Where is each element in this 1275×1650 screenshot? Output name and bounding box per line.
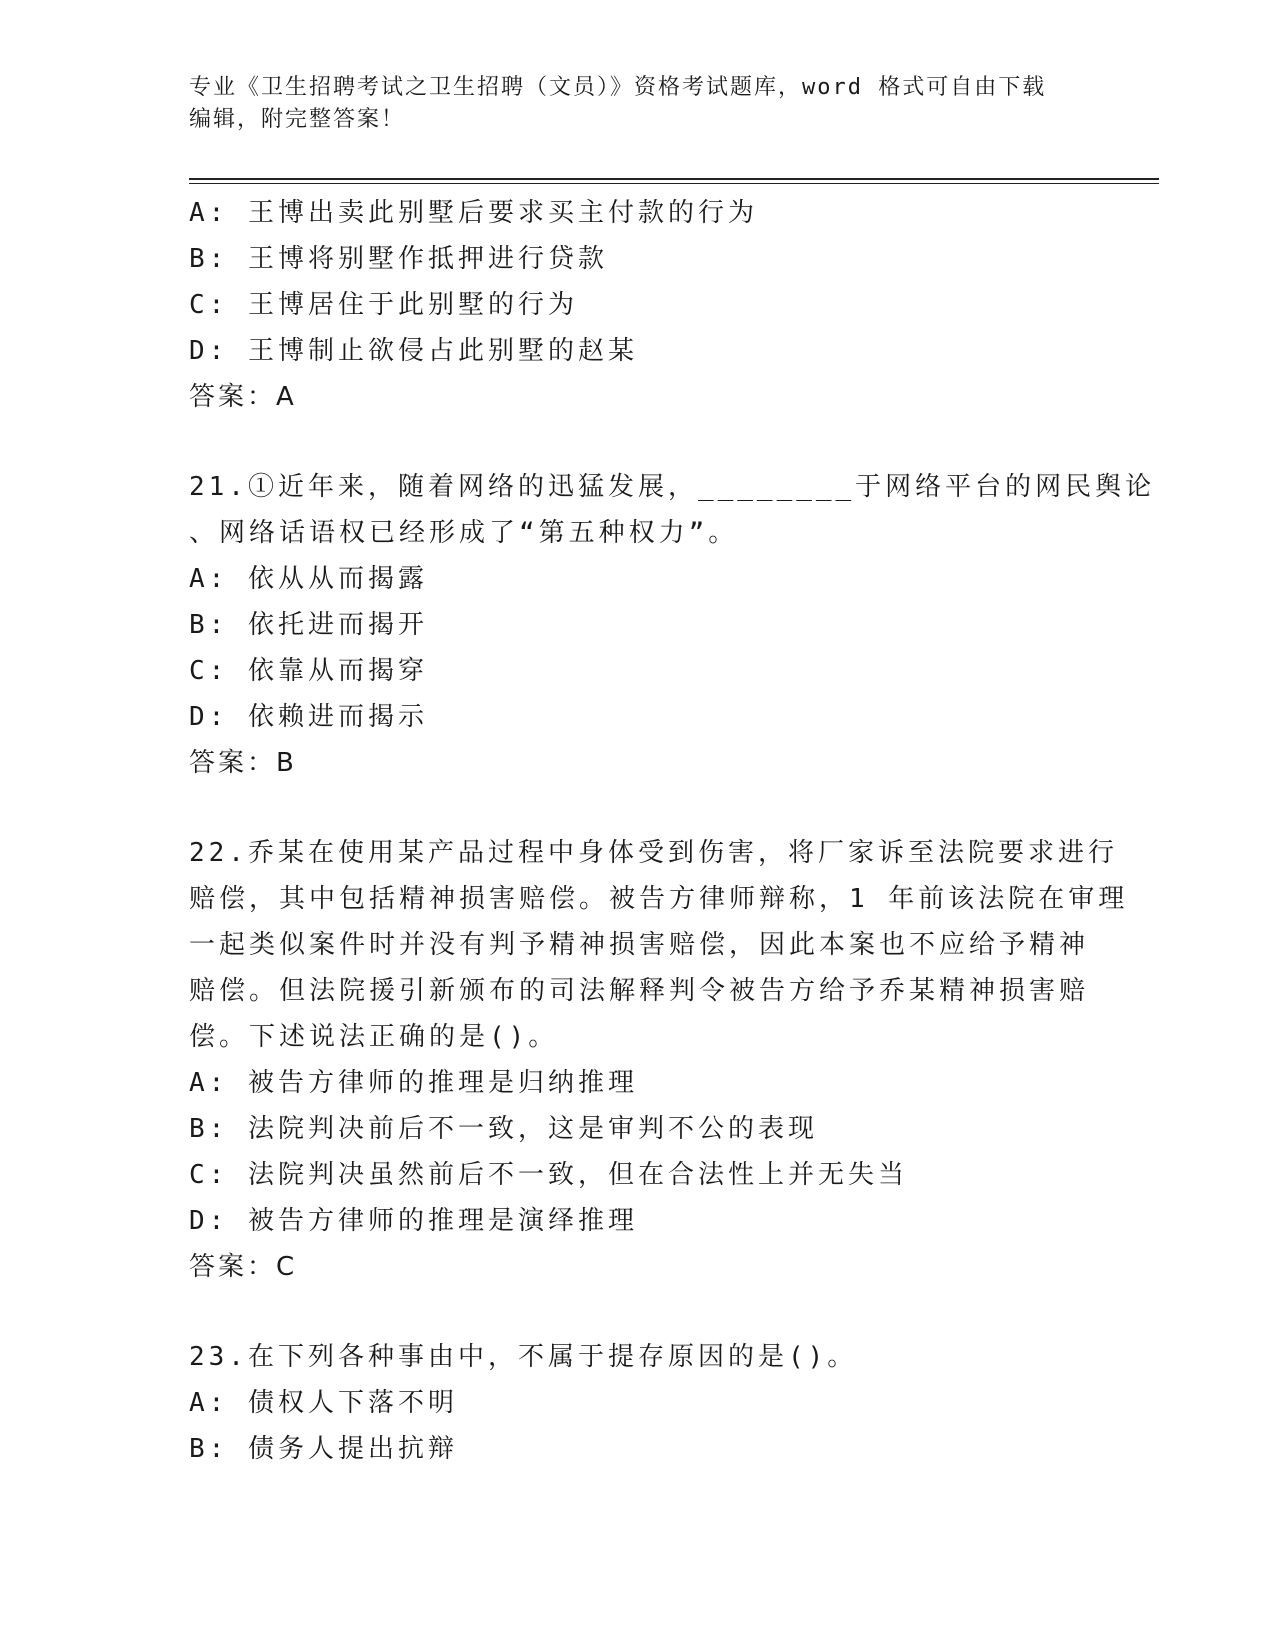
question-text-line: 23.在下列各种事由中，不属于提存原因的是()。 (189, 1342, 858, 1372)
question-list (189, 190, 1156, 1472)
spacer (189, 1290, 1089, 1334)
option-d: D: 被告方律师的推理是演绎推理 (189, 1206, 638, 1236)
option-d: D: 依赖进而揭示 (189, 702, 428, 732)
header-divider-thick (189, 178, 1159, 180)
question-text-line: 赔偿。但法院援引新颁布的司法解释判令被告方给予乔某精神损害赔 (189, 976, 1090, 1006)
option-b: B: 王博将别墅作抵押进行贷款 (189, 244, 608, 274)
spacer (189, 420, 1089, 464)
answer-line: 答案：C (189, 1252, 298, 1282)
option-c: C: 王博居住于此别墅的行为 (189, 290, 578, 320)
option-a: A: 债权人下落不明 (189, 1388, 458, 1418)
option-b: B: 债务人提出抗辩 (189, 1434, 458, 1464)
question-text-line: 一起类似案件时并没有判予精神损害赔偿，因此本案也不应给予精神 (189, 930, 1090, 960)
header-line-2: 编辑，附完整答案！ (189, 107, 406, 132)
option-c: C: 依靠从而揭穿 (189, 656, 428, 686)
question-block-23 (189, 1334, 1089, 1472)
header-divider-thin (189, 183, 1159, 184)
question-text-line: 22.乔某在使用某产品过程中身体受到伤害，将厂家诉至法院要求进行 (189, 838, 1118, 868)
option-d: D: 王博制止欲侵占此别墅的赵某 (189, 336, 638, 366)
option-a: A: 被告方律师的推理是归纳推理 (189, 1068, 638, 1098)
answer-line: 答案：B (189, 748, 297, 778)
option-a: A: 王博出卖此别墅后要求买主付款的行为 (189, 198, 758, 228)
question-block-21 (189, 464, 1156, 786)
question-text-line: 赔偿，其中包括精神损害赔偿。被告方律师辩称，1 年前该法院在审理 (189, 884, 1129, 914)
header-line-1: 专业《卫生招聘考试之卫生招聘（文员）》资格考试题库，word 格式可自由下载 (189, 75, 1047, 100)
question-block-20 (189, 190, 1089, 420)
option-b: B: 依托进而揭开 (189, 610, 428, 640)
option-b: B: 法院判决前后不一致，这是审判不公的表现 (189, 1114, 818, 1144)
option-a: A: 依从从而揭露 (189, 564, 428, 594)
option-c: C: 法院判决虽然前后不一致，但在合法性上并无失当 (189, 1160, 908, 1190)
document-header (189, 72, 1089, 136)
question-text-line: 偿。下述说法正确的是()。 (189, 1022, 559, 1052)
spacer (189, 786, 1089, 830)
answer-line: 答案：A (189, 382, 297, 412)
question-block-22 (189, 830, 1129, 1290)
question-text-line: 21.①近年来，随着网络的迅猛发展，________于网络平台的网民舆论 (189, 472, 1156, 502)
question-text-line: 、网络话语权已经形成了“第五种权力”。 (189, 518, 739, 548)
